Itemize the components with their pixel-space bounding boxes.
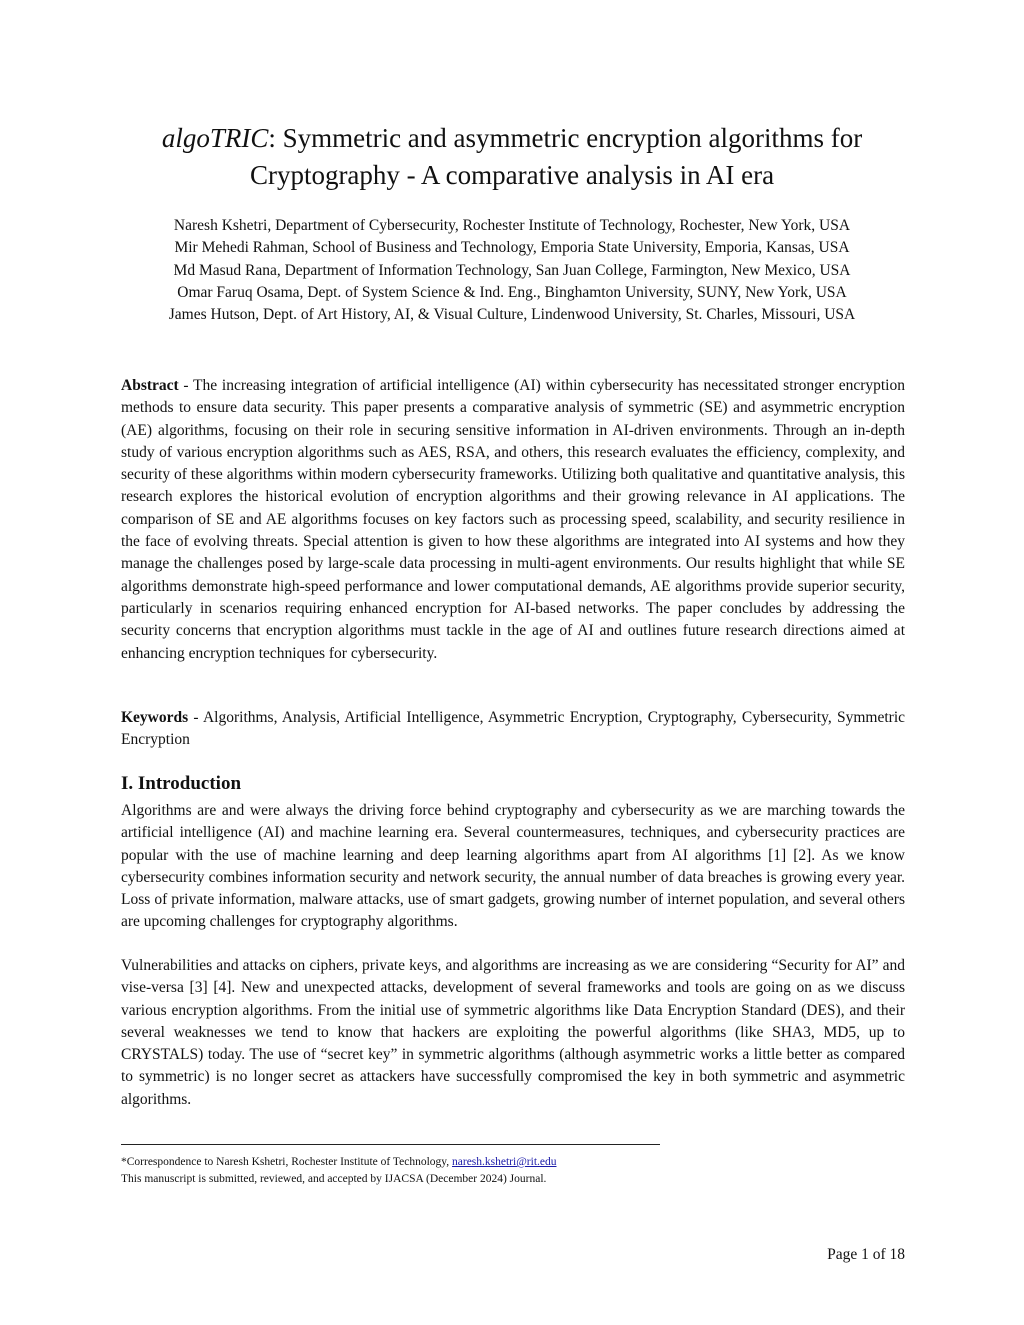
keywords-text: - Algorithms, Analysis, Artificial Intelligence, Asymmetric Encryption, Cryptography, Cybersecurity, Symmetric Encryption — [121, 709, 905, 749]
abstract-text: - The increasing integration of artificial intelligence (AI) within cybersecurity has necessitated stronger encryption methods to ensure data security. This paper presents a comparative analysis of symmetric (SE) and asymmetric encryption (AE) algorithms, focusing on their role in securing sensitive information in AI-driven environments. Through an in-depth study of various encryption algorithms such as AES, RSA, and others, this research evaluates the efficiency, complexity, and security of these algorithms within modern cybersecurity frameworks. Utilizing both qualitative and quantitative analysis, this research explores the historical evolution of encryption algorithms and their growing relevance in AI applications. The comparison of SE and AE algorithms focuses on key factors such as processing speed, scalability, and security resilience in the face of evolving threats. Special attention is given to how these algorithms are integrated into AI systems and how they manage the challenges posed by large-scale data processing in multi-agent environments. Our results highlight that while SE algorithms demonstrate high-speed performance and lower computational demands, AE algorithms provide superior security, particularly in scenarios requiring enhanced encryption for AI-based networks. The paper concludes by addressing the security concerns that encryption algorithms must tackle in the age of AI and outlines future research directions aimed at enhancing encryption techniques for cybersecurity. — [121, 377, 905, 662]
title-italic-part: algoTRIC — [161, 123, 269, 153]
title-line2: Cryptography - A comparative analysis in AI era — [249, 160, 775, 190]
keywords-label: Keywords — [121, 709, 189, 726]
author-line: James Hutson, Dept. of Art History, AI, & Visual Culture, Lindenwood University, St. Charles, Missouri, USA — [168, 306, 856, 324]
abstract — [121, 375, 905, 665]
footnote-correspondence-text: *Correspondence to Naresh Kshetri, Rochester Institute of Technology, — [121, 1156, 453, 1168]
title-line1-rest: : Symmetric and asymmetric encryption algorithms for — [268, 123, 863, 153]
author-line: Md Masud Rana, Department of Information Technology, San Juan College, Farmington, New Mexico, USA — [173, 261, 851, 279]
footnote-correspondence — [121, 1154, 557, 1171]
author-line: Naresh Kshetri, Department of Cybersecurity, Rochester Institute of Technology, Rochester, New York, USA — [173, 217, 851, 234]
paper-title — [100, 120, 924, 194]
correspondence-email-link[interactable]: naresh.kshetri@rit.edu — [452, 1156, 557, 1168]
keywords — [121, 707, 905, 752]
intro-paragraph: Algorithms are and were always the driving force behind cryptography and cybersecurity as we are marching towards the artificial intelligence (AI) and machine learning era. Several countermeasures, techniques, and cybersecurity practices are popular with the use of machine learning and deep learning algorithms apart from AI algorithms [1] [2]. As we know cybersecurity combines information security and network security, the annual number of data breaches is growing every year. Loss of private information, malware attacks, use of smart gadgets, growing number of internet population, and several others are upcoming challenges for cryptography algorithms. — [121, 802, 905, 931]
section-heading-introduction: I. Introduction — [121, 773, 242, 794]
author-line: Mir Mehedi Rahman, School of Business and Technology, Emporia State University, Emporia, Kansas, USA — [174, 239, 850, 257]
page-number: Page 1 of 18 — [827, 1246, 905, 1263]
abstract-label: Abstract — [121, 377, 179, 394]
author-line: Omar Faruq Osama, Dept. of System Science & Ind. Eng., Binghamton University, SUNY, New York, USA — [177, 283, 847, 301]
footnote — [121, 1154, 557, 1188]
author-list — [80, 215, 944, 326]
footnote-submission: This manuscript is submitted, reviewed, and accepted by IJACSA (December 2024) Journal. — [121, 1173, 547, 1185]
intro-paragraph: Vulnerabilities and attacks on ciphers, private keys, and algorithms are increasing as we are considering “Security for AI” and vise-versa [3] [4]. New and unexpected attacks, development of several frameworks and tools are going on as we discuss various encryption algorithms. From the initial use of symmetric algorithms like Data Encryption Standard (DES), and their several weaknesses we tend to know that hackers are exploiting the powerful algorithms (like SHA3, MD5, up to CRYSTALS) today. The use of “secret key” in symmetric algorithms (although asymmetric works a little better as compared to symmetric) is no longer secret as attackers have successfully compromised the key in both symmetric and asymmetric algorithms. — [121, 957, 905, 1108]
footnote-divider — [121, 1144, 660, 1145]
